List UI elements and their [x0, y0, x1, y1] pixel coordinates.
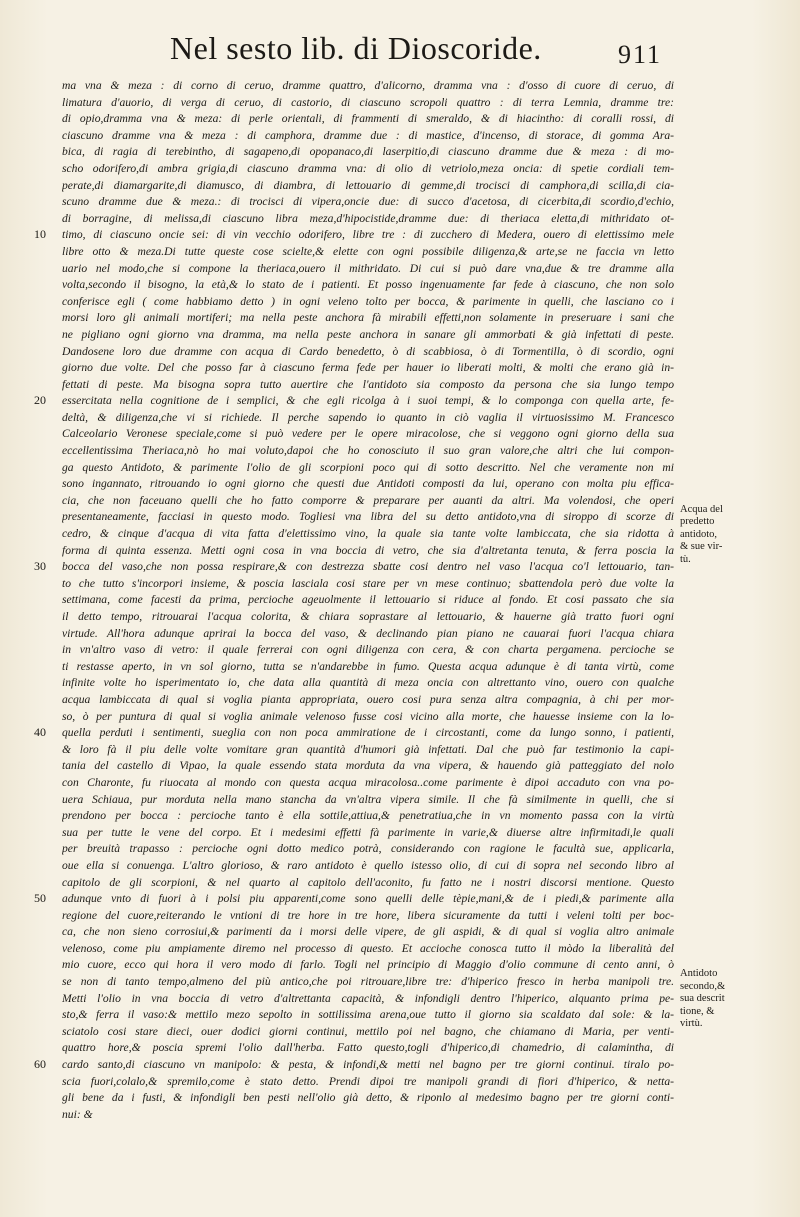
margin-note-line: antidoto, — [680, 528, 718, 540]
text-line: so, ò per puntura di qual si voglia animale velenoso fusse cosi vicino alla morte, che hauesse insieme con la lo- — [62, 709, 674, 723]
text-line: uera Schiaua, pur morduta nella mano stancha da vn'altra vipera simile. Il che fà similmente in quelli, che si — [62, 792, 674, 806]
line-number: 30 — [34, 559, 46, 574]
text-line: eccellentissima Theriaca,nò ho mai voluto,dapoi che ho conosciuto il suo gran valore,che altri che lui compon- — [62, 444, 674, 458]
text-line: sto,& ferra il vaso:& mettilo mezo sepolto in sottilissima arena,oue tutto il giorno sia scaldato dal sole: & la- — [62, 1008, 674, 1022]
text-line: capitolo de gli scorpioni, & nel quarto al capitolo dell'aconito, fu fatto ne i nostri discorsi mentione. Questo — [62, 875, 674, 889]
text-line: ma vna & meza : di corno di ceruo, dramme quattro, d'alicorno, dramma vna : d'osso di cuore di ceruo, di — [62, 79, 674, 92]
text-line: settimana, come facesti da prima, percioche ageuolmente il lettouario si riduce al fondo. Et cosi passato che sia — [62, 593, 674, 607]
line-number: 60 — [34, 1057, 46, 1072]
text-line: regione del cuore,reiterando le vntioni di tre hore in tre hore, libera sicuramente da tutti i veleni tolti per boc- — [62, 908, 674, 922]
text-line: Calceolario Veronese speciale,come si può vedere per le opere miracolose, che si veggono ogni giorno della sua — [62, 427, 674, 441]
text-line: timo, di ciascuno oncie sei: di vin vecchio odorifero, libre tre : di zucchero di Medera, ouero di elettissimo mele — [62, 228, 674, 242]
text-line: sua per tutte le vene del corpo. Et i medesimi effetti fà parimente in varie,& diuerse altre infirmitadi,le quali — [62, 825, 674, 839]
margin-note-line: virtù. — [680, 1018, 703, 1030]
text-line: in vn'altro vaso di vetro: il quale ferrerai con ogni diligenza con cera, & con charta pergamena. percioche se — [62, 643, 674, 657]
text-line: deltà, & diligenza,che vi si richiede. Il perche sapendo io quanto in ciò vaglia il virtuosissimo M. Francesco — [62, 410, 674, 424]
line-number: 10 — [34, 227, 46, 242]
text-line: giorno due volte. Del che posso far à ciascuno ferma fede per hauer io liberati molti, & molti che erano già in- — [62, 361, 674, 375]
body-text — [62, 78, 674, 1123]
margin-note-line: & sue vir- — [680, 541, 723, 553]
text-line: Dandosene loro due dramme con acqua di Cardo benedetto, ò di scabbiosa, ò di Tormentilla, ò di scordio, ogni — [62, 344, 674, 358]
text-line: bica, di ragia di terebintho, di sagapeno,di opopanaco,di laserpitio,di ciascuno dramme due & meza : di mo- — [62, 145, 674, 159]
text-line: scuno dramme due & meza.: di trocisci di vipera,oncie due: di succo d'acetosa, di cicerbita,di scordio,d'echio, — [62, 195, 674, 209]
text-line: mio cuore, ecco qui hora il vero modo di farlo. Togli nel principio di Maggio d'olio commune di cento anni, ò — [62, 958, 674, 972]
text-line: di borragine, di melissa,di ciascuno libra meza,d'hipocistide,dramme due: di theriaca eletta,di mithridato ot- — [62, 211, 674, 225]
text-line: scho odorifero,di ambra grigia,di ciascuno dramma vna: di olio di vetriolo,meza oncia: di spetie cordiali tem- — [62, 161, 674, 175]
text-line: essercitata nella cognitione de i semplici, & che egli ricolga à i suoi tempi, & lo componga con quella arte, fe- — [62, 394, 674, 408]
text-line: infinite volte ho isperimentato io, che data alla quantità di meza oncia con altrettanto vino, ouero con qualche — [62, 676, 674, 690]
text-line: il detto tempo, ritrouarai l'acqua colorita, & chiara soprastare al lettouario, & hauerne già tratto fuori ogni — [62, 610, 674, 623]
margin-note — [680, 968, 740, 1031]
text-line: ca, che non sieno corrosiui,& parimenti da i morsi delle vipere, de gli aspidi, & di qual si voglia altro animale — [62, 925, 674, 939]
text-line: acqua lambiccata di qual si voglia pianta appropriata, ouero cosi pura senza altra compagnia, à chi per mor- — [62, 692, 674, 706]
text-line: to che tutto s'incorpori insieme, & poscia lasciala cosi stare per vn mese continuo; sbattendola però due volte la — [62, 576, 674, 590]
margin-note-line: sua descrit — [680, 993, 725, 1005]
text-line: libre otto & meza.Di tutte queste cose scielte,& elette con ogni possibile diligenza,& arte,se ne faccia vn letto — [62, 244, 674, 258]
text-line: presentaneamente, facciasi in questo modo. Togliesi vna libra del su detto antidoto,vna di siroppo di scorze di — [62, 510, 674, 524]
text-line: con Charonte, fu riuocata al mondo con questa acqua miracolosa..come parimente è dipoi accaduto con vna po- — [62, 775, 674, 789]
text-line: morsi loro gli animali mortiferi; ma nella peste anchora fà mirabili effetti,non solamente in preseruare i sani che — [62, 311, 674, 325]
text-line: uario nel modo,che si compone la theriaca,ouero il mithridato. Di cui si può dare vna,due & tre dramme alla — [62, 261, 674, 275]
text-line: quella perduti i sentimenti, sueglia con non poca ammiratione de i circostanti, come da lungo sonno, i patienti, — [62, 726, 674, 740]
text-line: velenoso, come piu ampiamente diremo nel processo di questo. Et accioche conosca tutto il mòdo la liberalità del — [62, 941, 674, 955]
text-line: ne pigliano ogni giorno vna dramma, ma nella peste anchora in sanare gli ammorbati & già infettati di peste. — [62, 327, 674, 341]
text-line: cia, che non faceuano quelli che ho fatto comporre & preparare per auanti da altri. Ma volendosi, che operi — [62, 493, 674, 507]
text-line: per breuità trapasso : percioche ogni dotto medico potrà, considerando con ragione le facultà sue, applicarla, — [62, 842, 674, 856]
text-line: & loro fà il piu delle volte vomitare gran quantità d'humori già infettati. Dal che può far testimonio la capi- — [62, 742, 674, 756]
text-line: gli bene da i fusti, & infondigli ben pesti nell'olio già detto, & riponlo al medesimo bagno per tre giorni conti- — [62, 1091, 674, 1105]
running-head: Nel sesto lib. di Dioscoride. — [170, 30, 542, 66]
text-line: perate,di diamargarite,di diamusco, di diambra, di lettouario di gemme,di trocisci di camphora,di scilla,di cia- — [62, 178, 674, 192]
text-line: di opio,dramma vna & meza: di perle orientali, di frammenti di smeraldo, & di hiacintho: di coralli rossi, di — [62, 112, 674, 126]
text-line: tania del castello di Vipao, la quale essendo stata morduta da vna vipera, & hauendo già patteggiato del nolo — [62, 759, 674, 773]
text-line: ti restasse aperto, in vn sol giorno, tutta se n'andarebbe in fumo. Questa acqua adunque è di tanta virtù, come — [62, 659, 674, 673]
line-number: 50 — [34, 891, 46, 906]
margin-note-line: secondo,& — [680, 980, 726, 992]
text-line: adunque vnto di fuori à i polsi piu apparenti,come sono quelli delle tèpie,mani,& de i piedi,& parimente alla — [62, 892, 674, 906]
margin-note-line: Acqua del — [680, 503, 723, 515]
margin-note-line: tù. — [680, 553, 691, 565]
text-line: ga questo Antidoto, & parimente l'olio de gli scorpioni poco qui di sotto descritto. Nel che veramente non mi — [62, 460, 674, 474]
text-line: fettati di peste. Ma bisogna sopra tutto auertire che l'antidoto sia composto da persona che sia lungo tempo — [62, 377, 674, 391]
text-line: forma di quinta essenza. Metti ogni cosa in vna boccia di vetro, che sia d'altretanta tenuta, & ferra poscia la — [62, 543, 674, 557]
line-number: 20 — [34, 393, 46, 408]
page-number: 911 — [618, 40, 663, 69]
text-line: limatura d'auorio, di verga di ceruo, di castorio, di ciascuno scropoli quattro : di terra Lemnia, dramme tre: — [62, 95, 674, 109]
margin-note-line: predetto — [680, 516, 715, 528]
text-line: scia fuori,colalo,& spremilo,come è stato detto. Prendi dipoi tre manipoli grandi di fiori d'hiperico, & netta- — [62, 1074, 674, 1088]
text-line: se non di tanto tempo,almeno del più antico,che poi ritrouare,libre tre: d'hiperico fresco in herba manipoli tre. — [62, 975, 674, 989]
text-line: volta,secondo il bisogno, la età,& lo stato de i patienti. Et posso ingenuamente far fede à ciascuno, che non solo — [62, 278, 674, 292]
line-number: 40 — [34, 725, 46, 740]
text-line: virtude. All'hora adunque aprirai la bocca del vaso, & declinando pian piano ne cauarai fuori l'acqua chiara — [62, 626, 674, 640]
text-line: ciascuno dramme vna & meza : di camphora, dramme due : di mastice, d'incenso, di storace, di gomma Ara- — [62, 128, 674, 142]
text-line: oue ella si conuenga. L'altro glorioso, & raro antidoto è quello istesso olio, di cui di sopra nel secondo libro al — [62, 858, 674, 872]
text-line: cedro, & cinque d'acqua di vita fatta d'elettissimo vino, la quale sia tante volte lambiccata, che sia ridotta à — [62, 527, 674, 541]
margin-note-line: tione, & — [680, 1005, 715, 1017]
text-line: cardo santo,di ciascuno vn manipolo: & pesta, & infondi,& metti nel bagno per tre giorni continui. tiralo po- — [62, 1058, 674, 1072]
text-line: conferisce egli ( come habbiamo detto ) in ogni veleno tolto per bocca, & parimente in quelli, che lasciano co i — [62, 294, 674, 308]
text-line: prendono per bocca : percioche tanto è ella sottile,attiua,& penetratiua,che in vn momento passa con la virtù — [62, 809, 674, 823]
margin-note — [680, 504, 740, 567]
text-line: Metti l'olio in vna boccia di vetro d'altrettanta capacità, & infondigli dentro l'hiperico, alquanto prima pe- — [62, 991, 674, 1005]
text-line: bocca del vaso,che non possa respirare,& con destrezza sbatte cosi dentro nel vaso l'acqua co'l lettouario, tan- — [62, 560, 674, 574]
text-line: nui: & — [62, 1107, 93, 1121]
text-line: sono ingannato, ritrouando io ogni giorno che questi due Antidoti composti da lui, operano con molta piu effica- — [62, 477, 674, 491]
text-line: quattro hore,& poscia spremi l'olio dall'herba. Fatto questo,togli d'hiperico,di chamedrio, di calamintha, di — [62, 1041, 674, 1055]
margin-note-line: Antidoto — [680, 968, 718, 980]
text-line: sciatolo cosi stare dieci, ouer dodici giorni continui, mettilo poi nel bagno, che chiamano di Maria, per venti- — [62, 1024, 674, 1038]
